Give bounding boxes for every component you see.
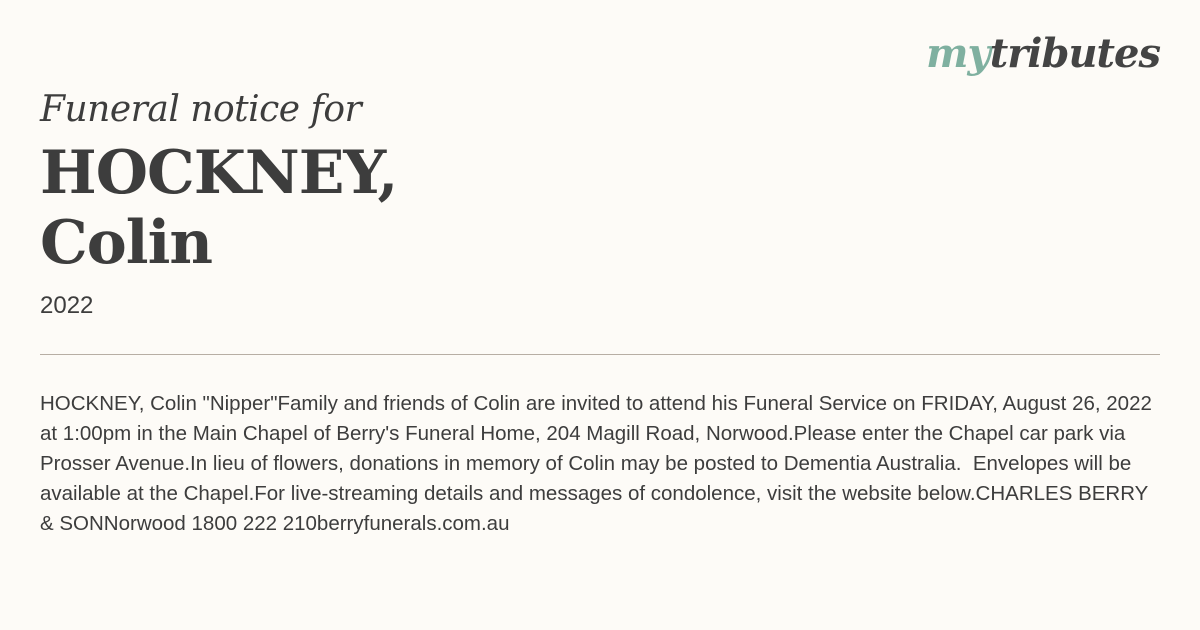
notice-year: 2022 [40, 292, 94, 319]
deceased-surname: HOCKNEY, [40, 138, 398, 208]
divider [40, 354, 1160, 355]
notice-label: Funeral notice for [40, 89, 362, 130]
notice-body-text: HOCKNEY, Colin "Nipper"Family and friends of Colin are invited to attend his Funeral Service on FRIDAY, August 26, 2022 at 1:00pm in the Main Chapel of Berry's Funeral Home, 204 Magill Road, Norwood.Please enter the Chapel car park via Prosser Avenue.In lieu of flowers, donations in memory of Colin may be posted to Dementia Australia. Envelopes will be available at the Chapel.For live-streaming details and messages of condolence, visit the website below.CHARLES BERRY & SONNorwood 1800 222 210berryfunerals.com.au [40, 392, 1158, 535]
deceased-name [40, 138, 397, 278]
logo-my-text: my [926, 30, 990, 77]
mytributes-logo[interactable] [926, 30, 1160, 77]
deceased-given-name: Colin [40, 208, 212, 278]
logo-tributes-text: tributes [989, 30, 1160, 77]
